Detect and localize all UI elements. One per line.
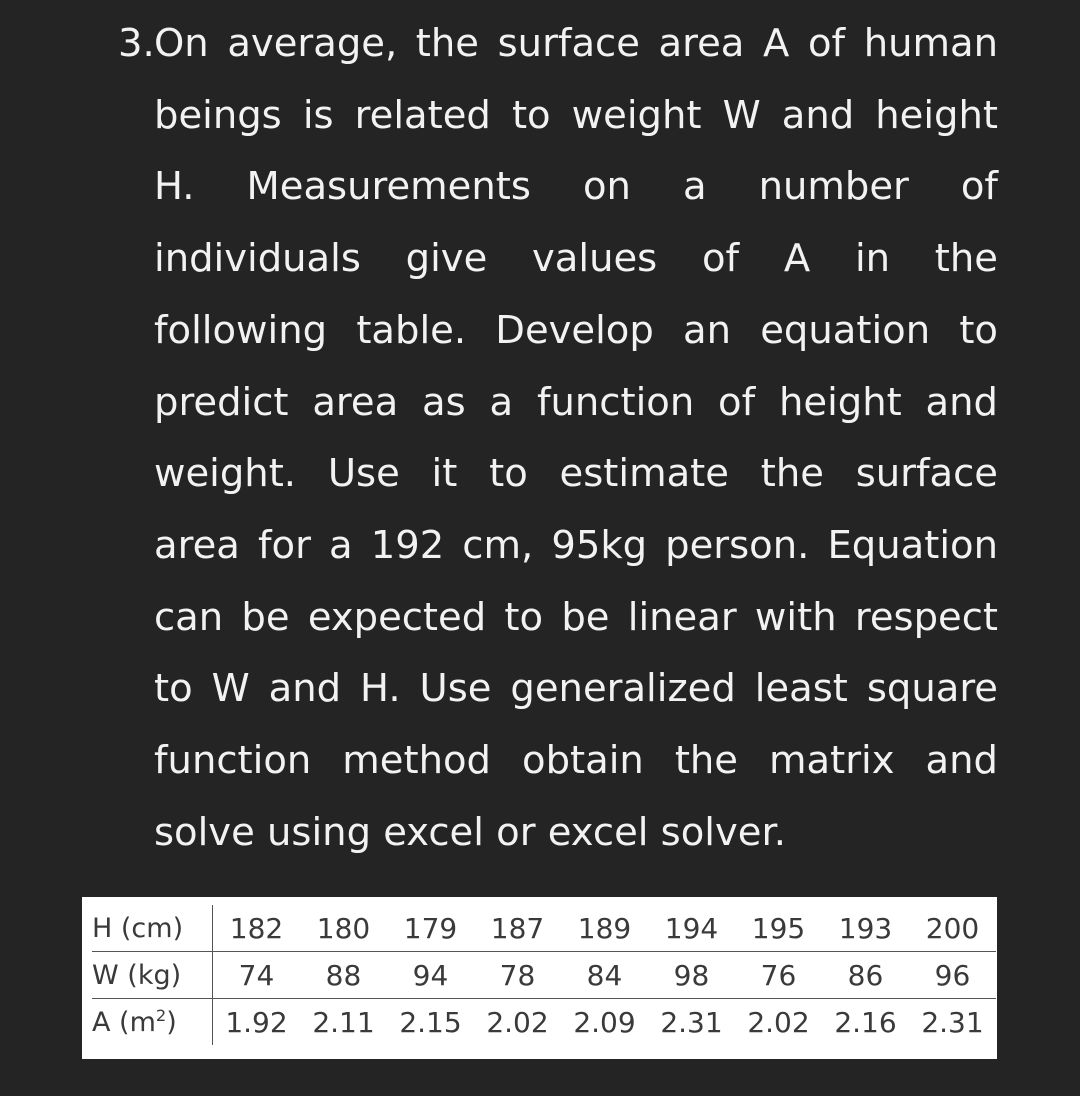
table-row-weight [92,952,996,999]
row-label-area-end: ) [166,1006,177,1038]
row-label-height: H (cm) [92,905,213,952]
table-cell: 182 [213,905,301,952]
table-cell: 2.15 [399,1005,462,1039]
table-cell: 2.16 [834,1005,897,1039]
problem-statement [118,8,998,868]
problem-line: On average, the surface area A of human [154,21,998,66]
problem-line: individuals give values of A in the [154,236,998,282]
table-cell: 187 [474,905,561,952]
data-table-image [82,897,997,1059]
problem-line: solve using excel or excel solver. [154,809,786,855]
table-row-area [92,999,996,1046]
row-label-area-sup: 2 [155,1005,167,1025]
table-cell: 98 [648,952,735,999]
table-cell: 195 [735,905,822,952]
table-cell: 78 [474,952,561,999]
problem-line: beings is related to weight W and height [154,92,998,138]
row-label-weight: W (kg) [92,952,213,999]
table-cell: 86 [822,952,909,999]
table-cell: 2.31 [660,1005,723,1039]
problem-line: predict area as a function of height and [154,379,998,425]
table-cell: 2.02 [747,1005,810,1039]
data-table [92,905,996,1045]
table-cell: 179 [387,905,474,952]
problem-line: to W and H. Use generalized least square [154,666,998,712]
table-cell: 2.02 [486,1005,549,1039]
table-row-height [92,905,996,952]
table-cell: 194 [648,905,735,952]
table-cell: 193 [822,905,909,952]
problem-line: weight. Use it to estimate the surface [154,451,998,497]
problem-text [154,8,998,868]
table-cell: 200 [909,905,996,952]
table-cell: 76 [735,952,822,999]
table-cell: 2.31 [921,1005,984,1039]
table-cell: 88 [300,952,387,999]
table-cell: 94 [387,952,474,999]
table-cell: 74 [213,952,301,999]
problem-line: can be expected to be linear with respect [154,594,998,640]
row-label-area [92,999,213,1046]
problem-line: H. Measurements on a number of [154,164,998,210]
problem-line: area for a 192 cm, 95kg person. Equation [154,522,998,568]
table-cell: 96 [909,952,996,999]
table-cell: 189 [561,905,648,952]
table-cell: 2.11 [312,1005,375,1039]
table-cell: 84 [561,952,648,999]
problem-line: function method obtain the matrix and [154,738,998,784]
table-cell: 180 [300,905,387,952]
problem-number: 3. [118,21,155,66]
table-cell: 2.09 [573,1005,636,1039]
problem-line: following table. Develop an equation to [154,307,998,353]
table-cell: 1.92 [225,1005,288,1039]
row-label-area-main: A (m [92,1006,156,1038]
